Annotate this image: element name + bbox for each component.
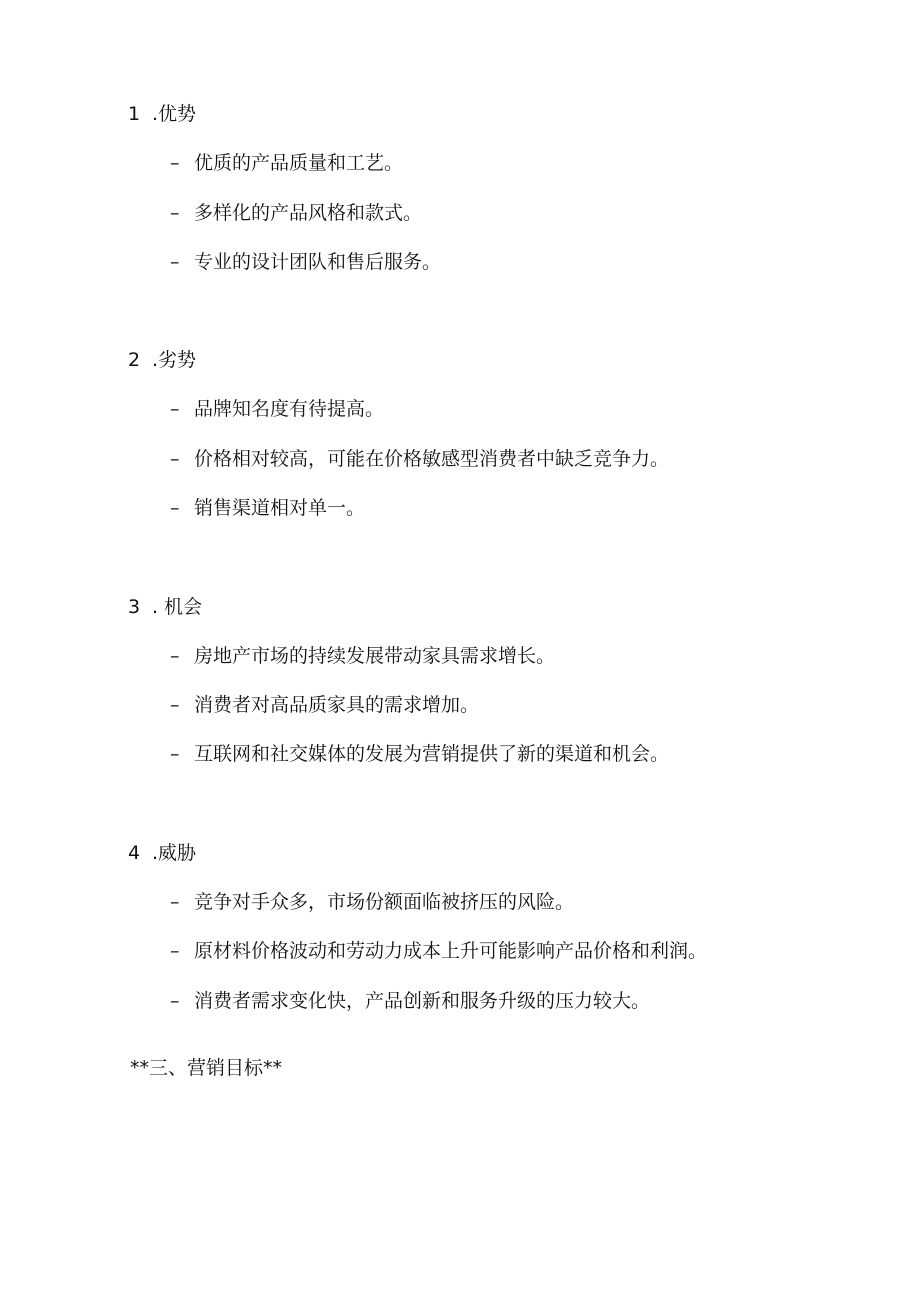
list-item-text: 销售渠道相对单一。 — [194, 497, 366, 519]
list-item-text: 优质的产品质量和工艺。 — [194, 152, 404, 174]
dash-bullet: – — [170, 398, 180, 420]
section-title: .劣势 — [152, 349, 197, 371]
section-title: .优势 — [152, 103, 197, 125]
list-item — [170, 248, 441, 276]
section-heading — [128, 346, 196, 374]
dash-bullet: – — [170, 694, 180, 716]
list-item — [170, 642, 555, 670]
section-number: 4 — [128, 842, 141, 864]
section-number: 2 — [128, 349, 141, 371]
marketing-goals-heading: **三、营销目标** — [130, 1057, 283, 1079]
list-item — [170, 937, 707, 965]
list-item — [170, 395, 384, 423]
list-item-text: 专业的设计团队和售后服务。 — [194, 251, 442, 273]
section-heading — [128, 100, 196, 128]
list-item-text: 互联网和社交媒体的发展为营销提供了新的渠道和机会。 — [194, 743, 670, 765]
dash-bullet: – — [170, 448, 180, 470]
dash-bullet: – — [170, 891, 180, 913]
dash-bullet: – — [170, 940, 180, 962]
dash-bullet: – — [170, 497, 180, 519]
list-item — [170, 691, 479, 719]
list-item-text: 原材料价格波动和劳动力成本上升可能影响产品价格和利润。 — [194, 940, 708, 962]
dash-bullet: – — [170, 990, 180, 1012]
list-item-text: 价格相对较高，可能在价格敏感型消费者中缺乏竞争力。 — [194, 448, 670, 470]
list-item — [170, 888, 574, 916]
dash-bullet: – — [170, 251, 180, 273]
section-number: 1 — [128, 103, 141, 125]
list-item-text: 房地产市场的持续发展带动家具需求增长。 — [194, 645, 556, 667]
list-item — [170, 199, 422, 227]
list-item — [170, 149, 403, 177]
list-item-text: 多样化的产品风格和款式。 — [194, 202, 423, 224]
dash-bullet: – — [170, 645, 180, 667]
list-item — [170, 740, 669, 768]
dash-bullet: – — [170, 202, 180, 224]
list-item — [170, 494, 365, 522]
list-item-text: 品牌知名度有待提高。 — [194, 398, 385, 420]
section-title: . 机会 — [152, 596, 203, 618]
list-item-text: 消费者对高品质家具的需求增加。 — [194, 694, 480, 716]
section-heading — [128, 839, 196, 867]
dash-bullet: – — [170, 743, 180, 765]
list-item-text: 竞争对手众多，市场份额面临被挤压的风险。 — [194, 891, 575, 913]
section-number: 3 — [128, 596, 141, 618]
list-item — [170, 445, 669, 473]
list-item-text: 消费者需求变化快，产品创新和服务升级的压力较大。 — [194, 990, 651, 1012]
section-heading — [128, 593, 202, 621]
section-title: .威胁 — [152, 842, 197, 864]
list-item — [170, 987, 650, 1015]
dash-bullet: – — [170, 152, 180, 174]
